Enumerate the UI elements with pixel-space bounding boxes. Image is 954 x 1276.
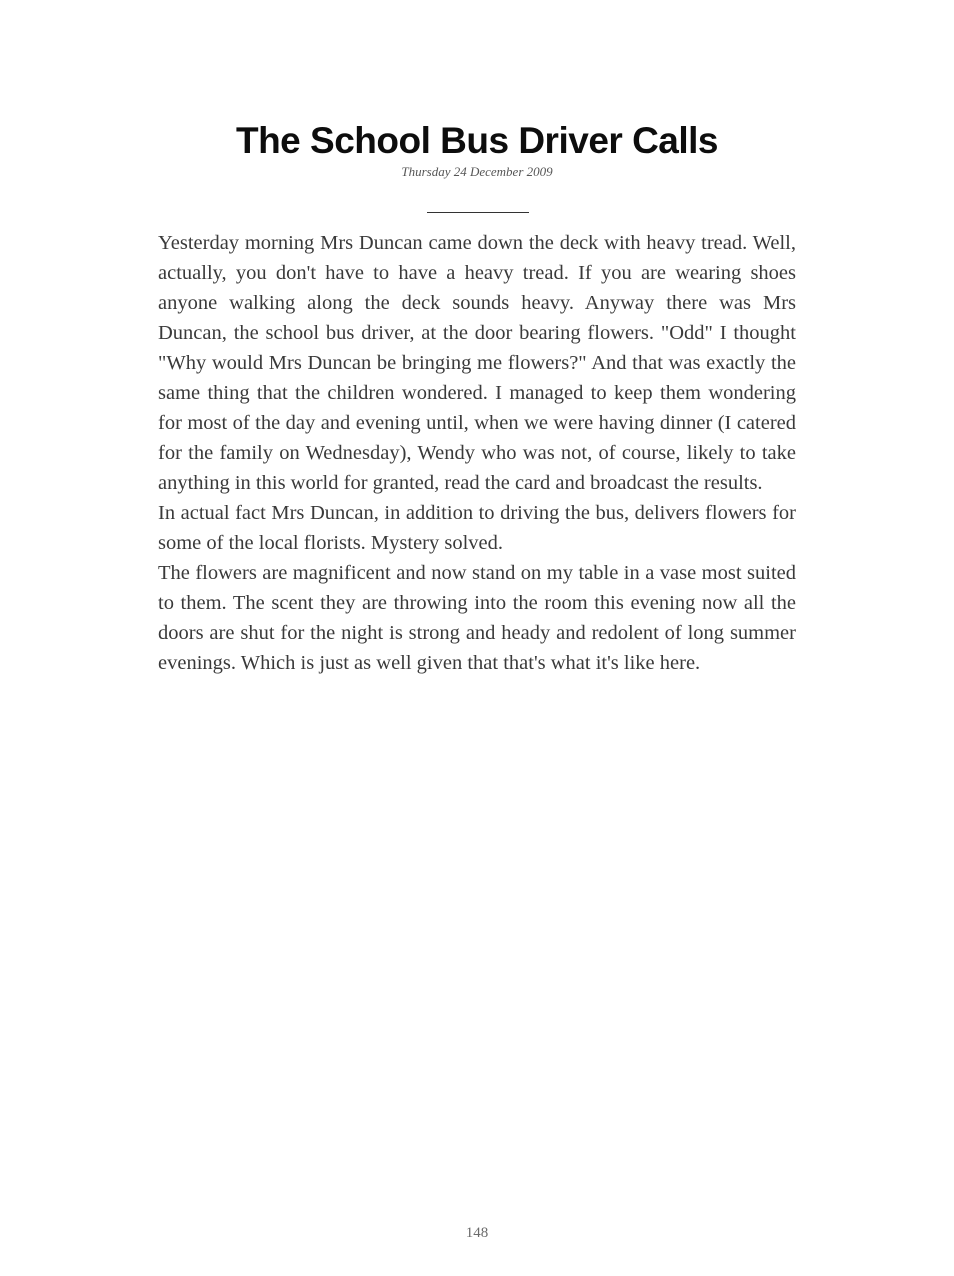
paragraph: The flowers are magnificent and now stand on my table in a vase most suited to them. The scent they are throwing into the room this evening now all the doors are shut for the night is strong and heady and redolent of long summer evenings. Which is just as well given that that's what it's like here. [158, 562, 796, 674]
paragraph: In actual fact Mrs Duncan, in addition to driving the bus, delivers flowers for some of the local florists. Mystery solved. [158, 502, 796, 554]
page-number: 148 [465, 1225, 489, 1241]
paragraph: Yesterday morning Mrs Duncan came down the deck with heavy tread. Well, actually, you don't have to have a heavy tread. If you are wearing shoes anyone walking along the deck sounds heavy. Anyway there was Mrs Duncan, the school bus driver, at the door bearing flowers. "Odd" I thought "Why would Mrs Duncan be bringing me flowers?" And that was exactly the same thing that the children wondered. I managed to keep them wondering for most of the day and evening until, when we were having dinner (I catered for the family on Wednesday), Wendy who was not, of course, likely to take anything in this world for granted, read the card and broadcast the results. [158, 232, 796, 494]
post-body [158, 228, 796, 678]
post-title: The School Bus Driver Calls [235, 120, 719, 161]
title-divider [427, 212, 529, 213]
post-date: Thursday 24 December 2009 [401, 164, 553, 179]
